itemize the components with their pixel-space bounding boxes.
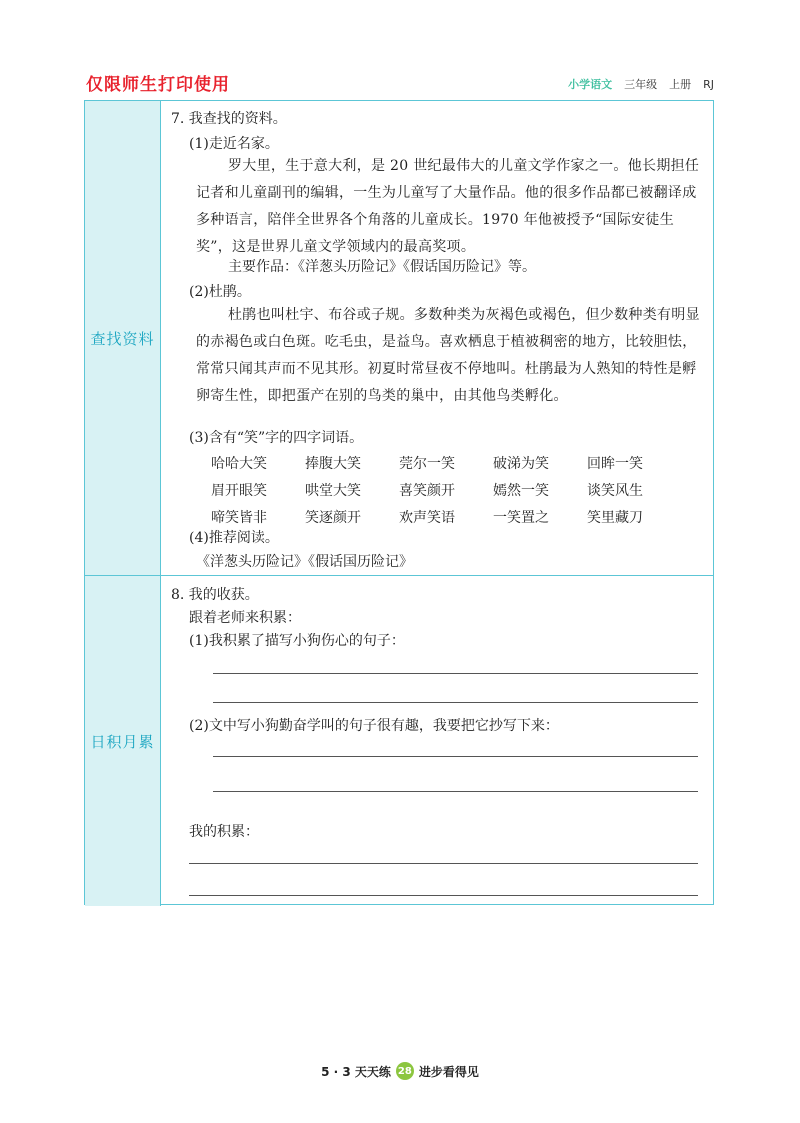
idiom-item: 哈哈大笑 bbox=[211, 455, 267, 472]
subject-label: 小学语文 bbox=[568, 78, 613, 91]
idiom-item: 回眸一笑 bbox=[587, 455, 643, 472]
footer-brand: 5 · 3 天天练 bbox=[321, 1064, 391, 1079]
answer-line[interactable] bbox=[213, 702, 698, 703]
author-paragraph: 罗大里，生于意大利，是 20 世纪最伟大的儿童文学作家之一。他长期担任记者和儿童副刊的编辑，一生为儿童写了大量作品。他的很多作品都已被翻译成多种语言，陪伴全世界各个角落的儿童成长。1970 年他被授予“国际安徒生奖”，这是世界儿童文学领域内的最高奖项。 bbox=[196, 158, 700, 255]
idiom-grid bbox=[211, 449, 681, 530]
footer-slogan: 进步看得见 bbox=[418, 1064, 479, 1079]
idiom-item: 喜笑颜开 bbox=[399, 482, 455, 499]
answer-line[interactable] bbox=[213, 791, 698, 792]
section-accumulate bbox=[85, 576, 713, 906]
section-label-accumulate: 日积月累 bbox=[90, 732, 155, 751]
idiom-row bbox=[211, 449, 681, 476]
section-content-accumulate bbox=[171, 576, 703, 906]
part-3-heading: (3)含有“笑”字的四字词语。 bbox=[189, 430, 364, 446]
idiom-item: 哄堂大笑 bbox=[305, 482, 361, 499]
print-notice: 仅限师生打印使用 bbox=[86, 75, 230, 95]
recommended-books: 《洋葱头历险记》《假话国历险记》 bbox=[196, 554, 413, 570]
author-works: 主要作品：《洋葱头历险记》《假话国历险记》等。 bbox=[228, 259, 536, 275]
section-side-accumulate bbox=[85, 576, 161, 906]
answer-line[interactable] bbox=[189, 863, 698, 864]
idiom-item: 眉开眼笑 bbox=[211, 482, 267, 499]
idiom-item: 嫣然一笑 bbox=[493, 482, 549, 499]
answer-line[interactable] bbox=[213, 673, 698, 674]
cuckoo-paragraph: 杜鹃也叫杜宇、布谷或子规。多数种类为灰褐色或褐色，但少数种类有明显的赤褐色或白色斑。吃毛虫，是益鸟。喜欢栖息于植被稠密的地方，比较胆怯，常常只闻其声而不见其形。初夏时常昼夜不停地叫。杜鹃最为人熟知的特性是孵卵寄生性，即把蛋产在别的鸟类的巢中，由其他鸟类孵化。 bbox=[196, 307, 700, 404]
idiom-row bbox=[211, 503, 681, 530]
term-label: 上册 bbox=[669, 78, 692, 91]
idiom-item: 啼笑皆非 bbox=[211, 509, 267, 526]
edition-label: RJ bbox=[703, 77, 714, 91]
idiom-item: 笑逐颜开 bbox=[305, 509, 361, 526]
book-info bbox=[568, 76, 714, 92]
answer-line[interactable] bbox=[189, 895, 698, 896]
accumulate-intro: 跟着老师来积累： bbox=[189, 610, 301, 626]
question-8-2: (2)文中写小狗勤奋学叫的句子很有趣，我要把它抄写下来： bbox=[189, 718, 559, 734]
idiom-item: 欢声笑语 bbox=[399, 509, 455, 526]
idiom-item: 破涕为笑 bbox=[493, 455, 549, 472]
worksheet-frame bbox=[84, 100, 714, 905]
question-7-title: 7. 我查找的资料。 bbox=[171, 111, 287, 127]
part-2-heading: (2)杜鹃。 bbox=[189, 284, 251, 300]
question-8-title: 8. 我的收获。 bbox=[171, 587, 259, 603]
section-research bbox=[85, 101, 713, 576]
section-label-research: 查找资料 bbox=[90, 329, 155, 348]
idiom-row bbox=[211, 476, 681, 503]
section-content-research bbox=[171, 101, 703, 575]
part-4-heading: (4)推荐阅读。 bbox=[189, 530, 279, 546]
footer bbox=[0, 1062, 800, 1080]
idiom-item: 莞尔一笑 bbox=[399, 455, 455, 472]
section-side-research bbox=[85, 101, 161, 575]
idiom-item: 谈笑风生 bbox=[587, 482, 643, 499]
answer-line[interactable] bbox=[213, 756, 698, 757]
question-8-1: (1)我积累了描写小狗伤心的句子： bbox=[189, 633, 405, 649]
part-1-heading: (1)走近名家。 bbox=[189, 136, 279, 152]
page-number-badge: 28 bbox=[396, 1062, 414, 1080]
idiom-item: 笑里藏刀 bbox=[587, 509, 643, 526]
idiom-item: 一笑置之 bbox=[493, 509, 549, 526]
my-accumulation-label: 我的积累： bbox=[189, 824, 259, 840]
grade-label: 三年级 bbox=[624, 78, 658, 91]
idiom-item: 捧腹大笑 bbox=[305, 455, 361, 472]
